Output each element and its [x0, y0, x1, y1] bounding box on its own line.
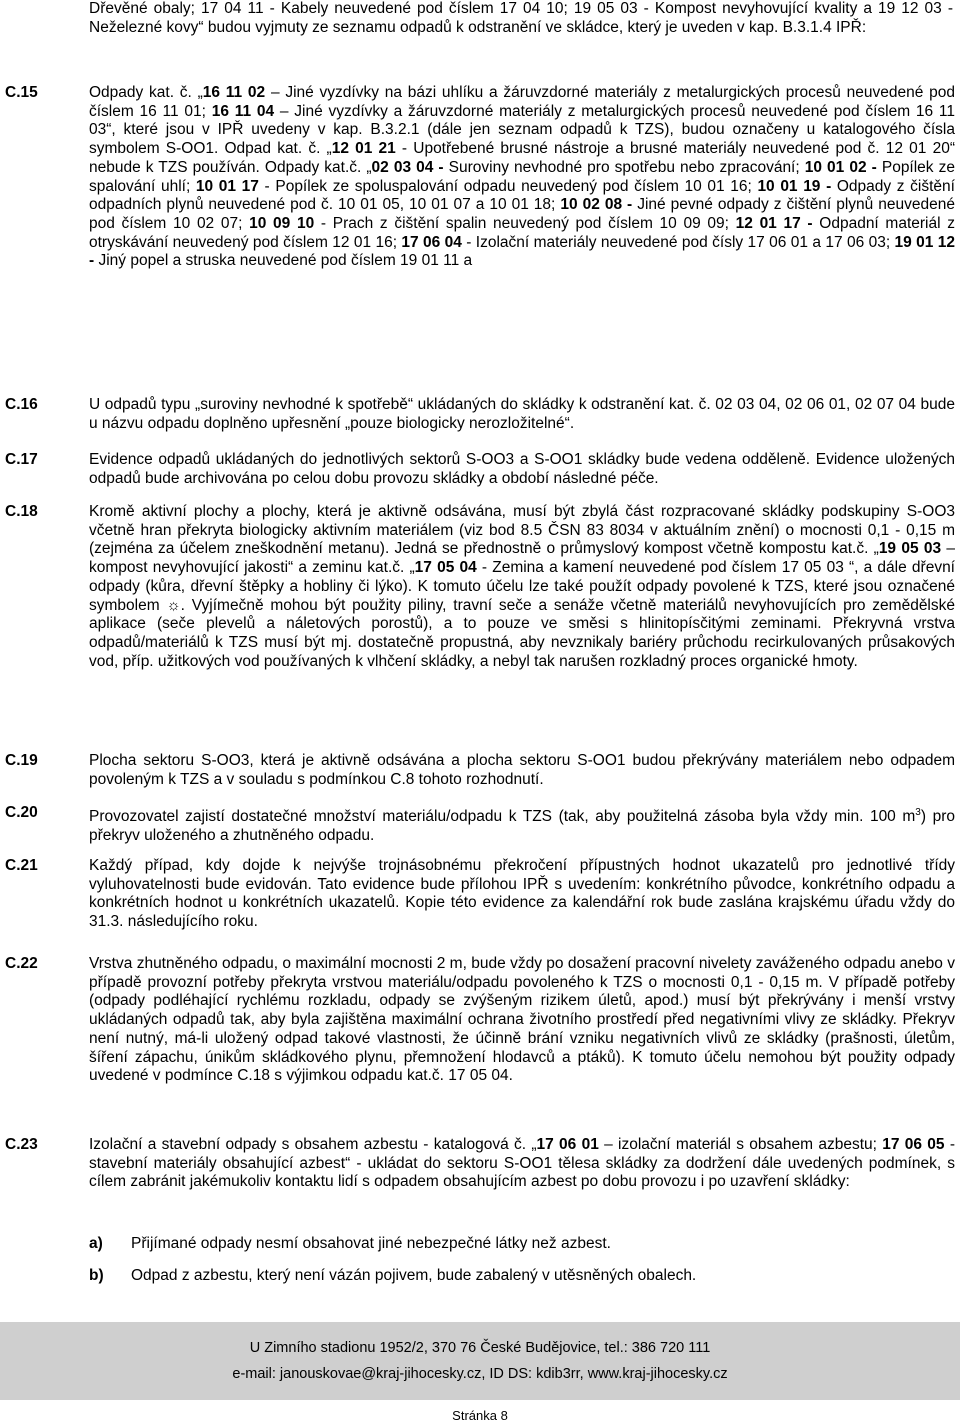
condition-c16	[5, 396, 955, 433]
condition-text: Odpady kat. č. „16 11 02 – Jiné vyzdívky na bázi uhlíku a žáruvzdorné materiály z metalurgických procesů neuvedené pod číslem 16 11 01; 16 11 04 – Jiné vyzdívky a žáruvzdorné materiály z metalurgických procesů neuvedené pod číslem 16 11 03“, které jsou v IPŘ uvedeny v kap. B.3.2.1 (dále jen seznam odpadů k TZS), budou označeny u katalogového čísla symbolem S-OO1. Odpad kat. č. „12 01 21 - Upotřebené brusné nástroje a brusné materiály neuvedené pod č. 12 01 20“ nebude k TZS používán. Odpady kat.č. „02 03 04 - Suroviny nevhodné pro spotřebu nebo zpracování; 10 01 02 - Popílek ze spalování uhlí; 10 01 17 - Popílek ze spoluspalování odpadu neuvedený pod číslem 10 01 16; 10 01 19 - Odpady z čištění odpadních plynů neuvedené pod č. 10 01 05, 10 01 07 a 10 01 18; 10 02 08 - Jiné pevné odpady z čištění plynů neuvedené pod číslem 10 02 07; 10 09 10 - Prach z čištění spalin neuvedený pod číslem 10 09 09; 12 01 17 - Odpadní materiál z otryskávání neuvedený pod číslem 12 01 16; 17 06 04 - Izolační materiály neuvedené pod čísly 17 06 01 a 17 06 03; 19 01 12 - Jiný popel a struska neuvedené pod číslem 19 01 11 a	[89, 84, 956, 270]
condition-c19	[5, 752, 955, 789]
condition-c18	[5, 503, 955, 671]
page-number: Stránka 8	[452, 1408, 508, 1423]
condition-c17	[5, 451, 955, 488]
condition-number: C.17	[5, 451, 38, 468]
footer-address: U Zimního stadionu 1952/2, 370 76 České Budějovice, tel.: 386 720 111	[249, 1340, 711, 1356]
condition-text: Kromě aktivní plochy a plochy, která je aktivně odsávána, musí být zbylá část rozpracované skládky podskupiny S-OO3 včetně hran překryta biologicky aktivním materiálem (viz bod 8.5 ČSN 83 8034 v aktuálním znění) o mocnosti 0,1 - 0,15 m (zejména za účelem zneškodnění metanu). Jedná se přednostně o průmyslový kompost včetně kompostu kat.č. „19 05 03 – kompost nevyhovující jakosti“ a zeminu kat.č. „17 05 04 - Zemina a kamení neuvedené pod číslem 17 05 03 “, a dále dřevní odpady (kůra, dřevní štěpky a hobliny či lýko). K tomuto účelu lze také použít odpady povolené k TZS, které jsou označené symbolem ☼. Vyjímečně mohou být použity piliny, travní seče a senáže včetně materiálů nevyhovujících pro zemědělské aplikace (seče plevelů a náletových porostů), a to pouze ve směsi s hlinitopísčitými zeminami. Překryvná vrstva odpadů/materiálů k TZS musí být mj. dostatečně propustná, aby nevznikaly bariéry průchodu recirkulovaných průsakových vod, příp. užitkových vod používaných k vlhčení skládky, a nebyl tak narušen rozkladný proces organické hmoty.	[89, 503, 955, 670]
footer-contact: e-mail: janouskovae@kraj-jihocesky.cz, ID DS: kdib3rr, www.kraj-jihocesky.cz	[232, 1366, 728, 1382]
condition-number: C.18	[5, 503, 38, 520]
condition-number: C.16	[5, 396, 38, 413]
condition-number: C.20	[5, 804, 38, 821]
condition-text: Vrstva zhutněného odpadu, o maximální mocnosti 2 m, bude vždy po dosažení pracovní nivelety zaváženého odpadu anebo v případě provozní potřeby překryta vrstvou materiálu/odpadu povoleného k TZS o mocnosti 0,1 - 0,15 m. V případě potřeby (odpady podléhající rychlému rozkladu, odpady se zvýšeným rizikem úletů, apod.) musí být překrývány i menší vrstvy ukládaných odpadů tak, aby byla zajištěna maximální ochrana životního prostředí před negativními vlivy ze skládky. Překryv není nutný, má-li uložený odpad takové vlastnosti, že účinně brání vzniku negativních vlivů ze skládky (prašnosti, úletům, šíření zápachu, únikům skládkového plynu, přemnožení hlodavců a ptáků). K tomuto účelu nemohou být použity odpady uvedené v podmínce C.18 s výjimkou odpadu kat.č. 17 05 04.	[89, 955, 955, 1085]
condition-number: C.19	[5, 752, 38, 769]
document-page: Dřevěné obaly; 17 04 11 - Kabely neuvedené pod číslem 17 04 10; 19 05 03 - Kompost nevyhovující kvality a 19 12 03 - Neželezné kovy“ budou vyjmuty ze seznamu odpadů k odstranění ve skládce, který je uveden v kap. B.3.1.4 IPŘ: C.15 Odpady kat. č. „16 11 02 – Jiné vyzdívky na bázi uhlíku a žáruvzdorné materiály z metalurgických procesů neuvedené pod číslem 16 11 01; 16 11 04 – Jiné vyzdívky a žáruvzdorné materiály z metalurgických procesů neuvedené pod číslem 16 11 03“, které jsou v IPŘ uvedeny v kap. B.3.2.1 (dále jen seznam odpadů k TZS), budou označeny u katalogového čísla symbolem S-OO1. Odpad kat. č. „12 01 21 - Upotřebené brusné nástroje a brusné materiály neuvedené pod č. 12 01 20“ nebude k TZS používán. Odpady kat.č. „02 03 04 - Suroviny nevhodné pro spotřebu nebo zpracování; 10 01 02 - Popílek ze spalování uhlí; 10 01 17 - Popílek ze spoluspalování odpadu neuvedený pod číslem 10 01 16; 10 01 19 - Odpady z čištění odpadních plynů neuvedené pod č. 10 01 05, 10 01 07 a 10 01 18; 10 02 08 - Jiné pevné odpady z čištění plynů neuvedené pod číslem 10 02 07; 10 09 10 - Prach z čištění spalin neuvedený pod číslem 10 09 09; 12 01 17 - Odpadní materiál z otryskávání neuvedený pod číslem 12 01 16; 17 06 04 - Izolační materiály neuvedené pod čísly 17 06 01 a 17 06 03; 19 01 12 - Jiný popel a struska neuvedené pod číslem 19 01 11 a C.16 U odpadů typu „suroviny nevhodné k spotřebě“ ukládaných do skládky k odstranění kat. č. 02 03 04, 02 06 01, 02 07 04 bude u názvu odpadu doplněno upřesnění „pouze biologicky nerozložitelné“. C.17 Evidence odpadů ukládaných do jednotlivých sektorů S-OO3 a S-OO1 skládky bude vedena odděleně. Evidence uložených odpadů bude archivována po celou dobu provozu skládky a období následné péče. C.18 Kromě aktivní plochy a plochy, která je aktivně odsávána, musí být zbylá část rozpracované skládky podskupiny S-OO3 včetně hran překryta biologicky aktivním materiálem (viz bod 8.5 ČSN 83 8034 v aktuálním znění) o mocnosti 0,1 - 0,15 m (zejména za účelem zneškodnění metanu). Jedná se přednostně o průmyslový kompost včetně kompostu kat.č. „19 05 03 – kompost nevyhovující jakosti“ a zeminu kat.č. „17 05 04 - Zemina a kamení neuvedené pod číslem 17 05 03 “, a dále dřevní odpady (kůra, dřevní štěpky a hobliny či lýko). K tomuto účelu lze také použít odpady povolené k TZS, které jsou označené symbolem ☼. Vyjímečně mohou být použity piliny, travní seče a senáže včetně materiálů nevyhovujících pro zemědělské aplikace (seče plevelů a náletových porostů), a to pouze ve směsi s hlinitopísčitými zeminami. Překryvná vrstva odpadů/materiálů k TZS musí být mj. dostatečně propustná, aby nevznikaly bariéry průchodu recirkulovaných průsakových vod, příp. užitkových vod používaných k vlhčení skládky, a nebyl tak narušen rozkladný proces organické hmoty. C.19 Plocha sektoru S-OO3, která je aktivně odsávána a plocha sektoru S-OO1 budou překrývány materiálem nebo odpadem povoleným k TZS a v souladu s podmínkou C.8 tohoto rozhodnutí. C.20 Provozovatel zajistí dostatečné množství materiálu/odpadu k TZS (tak, aby použitelná zásoba byla vždy min. 100 $m^3$) pro překryv uloženého a zhutněného odpadu. C.21 Každý případ, kdy dojde k nejvýše trojnásobnému překročení přípustných hodnot ukazatelů pro jednotlivé třídy vyluhovatelnosti bude evidován. Tato evidence bude přílohou IPŘ s uvedením: konkrétního původce, konkrétního odpadu a konkrétních hodnot u konkrétních ukazatelů. Kopie této evidence za kalendářní rok bude zaslána krajskému úřadu vždy do 31.3. následujícího roku. C.22 Vrstva zhutněného odpadu, o maximální mocnosti 2 m, bude vždy po dosažení pracovní nivelety zaváženého odpadu anebo v případě provozní potřeby překryta vrstvou materiálu/odpadu povoleného k TZS o mocnosti 0,1 - 0,15 m. V případě potřeby (odpady podléhající rychlému rozkladu, odpady se zvýšeným rizikem úletů, apod.) musí být překrývány i menší vrstvy ukládaných odpadů tak, aby byla zajištěna maximální ochrana životního prostředí před negativními vlivy ze skládky. Překryv není nutný, má-li uložený odpad takové vlastnosti, že účinně brání vzniku negativních vlivů ze skládky (prašnosti, úletům, šíření zápachu, únikům skládkového plynu, přemnožení hlodavců a ptáků). K tomuto účelu nemohou být použity odpady uvedené v podmínce C.18 s výjimkou odpadu kat.č. 17 05 04. C.23 Izolační a stavební odpady s obsahem azbestu - katalogová č. „17 06 01 – izolační materiál s obsahem azbestu; 17 06 05 - stavební materiály obsahující azbest“ - ukládat do sektoru S-OO1 tělesa skládky za dodržení dále uvedených podmínek, s cílem zabránit jakémukoliv kontaktu lidí s odpadem obsahujícím azbest po dobu provozu i po uzavření skládky: a) Přijímané odpady nesmí obsahovat jiné nebezpečné látky než azbest. b) Odpad z azbestu, který není vázán pojivem, bude zabalený v utěsněných obalech. U Zimního stadionu 1952/2, 370 76 České Budějovice, tel.: 386 720 111 e-mail: janouskovae@kraj-jihocesky.cz, ID DS: kdib3rr, www.kraj-jihocesky.cz Stránka 8	[0, 0, 960, 1424]
condition-c21	[5, 857, 955, 932]
condition-c23	[5, 1136, 955, 1192]
condition-text: Každý případ, kdy dojde k nejvýše trojnásobnému překročení přípustných hodnot ukazatelů pro jednotlivé třídy vyluhovatelnosti bude evidován. Tato evidence bude přílohou IPŘ s uvedením: konkrétního původce, konkrétního odpadu a konkrétních hodnot u konkrétních ukazatelů. Kopie této evidence za kalendářní rok bude zaslána krajskému úřadu vždy do 31.3. následujícího roku.	[89, 857, 955, 931]
condition-text: Provozovatel zajistí dostatečné množství materiálu/odpadu k TZS (tak, aby použitelná zásoba byla vždy min. 100 $m^3$) pro překryv uloženého a zhutněného odpadu.	[89, 807, 955, 844]
page-footer	[0, 1322, 960, 1400]
condition-text: Evidence odpadů ukládaných do jednotlivých sektorů S-OO3 a S-OO1 skládky bude vedena odděleně. Evidence uložených odpadů bude archivována po celou dobu provozu skládky a období následné péče.	[89, 451, 955, 487]
condition-c22	[5, 955, 955, 1086]
condition-text: Plocha sektoru S-OO3, která je aktivně odsávána a plocha sektoru S-OO1 budou překrývány materiálem nebo odpadem povoleným k TZS a v souladu s podmínkou C.8 tohoto rozhodnutí.	[89, 752, 955, 788]
condition-number: C.21	[5, 857, 38, 874]
condition-number: C.15	[5, 84, 38, 101]
condition-c20	[5, 804, 955, 846]
condition-text: U odpadů typu „suroviny nevhodné k spotřebě“ ukládaných do skládky k odstranění kat. č. 02 03 04, 02 06 01, 02 07 04 bude u názvu odpadu doplněno upřesnění „pouze biologicky nerozložitelné“.	[89, 396, 955, 432]
condition-text: Izolační a stavební odpady s obsahem azbestu - katalogová č. „17 06 01 – izolační materiál s obsahem azbestu; 17 06 05 - stavební materiály obsahující azbest“ - ukládat do sektoru S-OO1 tělesa skládky za dodržení dále uvedených podmínek, s cílem zabránit jakémukoliv kontaktu lidí s odpadem obsahujícím azbest po dobu provozu i po uzavření skládky:	[89, 1136, 955, 1191]
condition-number: C.23	[5, 1136, 38, 1153]
condition-number: C.22	[5, 955, 38, 972]
condition-c15	[5, 84, 955, 271]
intro-paragraph: Dřevěné obaly; 17 04 11 - Kabely neuvedené pod číslem 17 04 10; 19 05 03 - Kompost nevyhovující kvality a 19 12 03 - Neželezné kovy“ budou vyjmuty ze seznamu odpadů k odstranění ve skládce, který je uveden v kap. B.3.1.4 IPŘ:	[89, 0, 953, 36]
